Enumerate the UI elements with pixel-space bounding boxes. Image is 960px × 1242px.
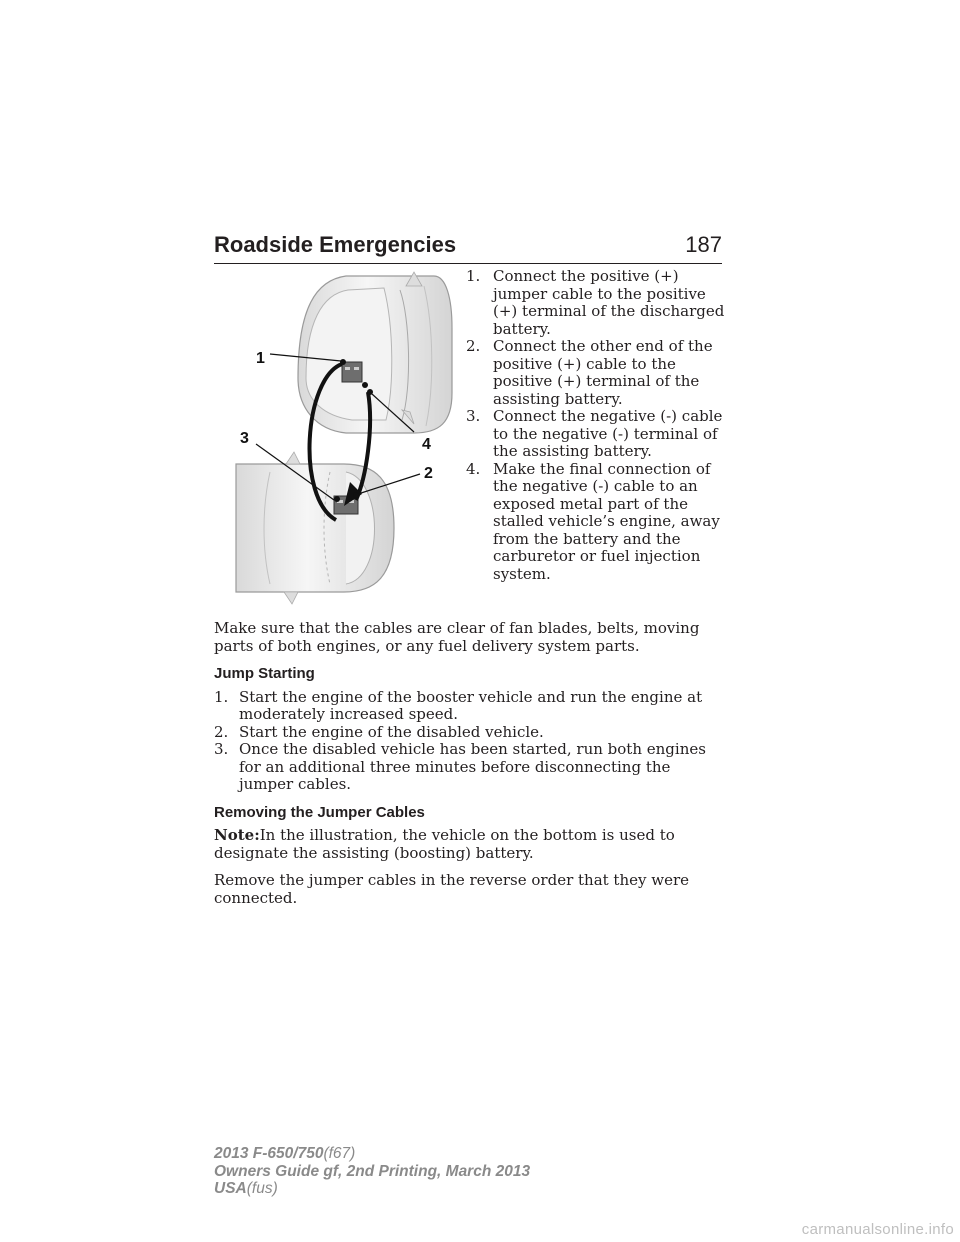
- list-item: [214, 689, 724, 724]
- note-label: Note:: [214, 826, 260, 844]
- jump-start-illustration: [234, 268, 458, 608]
- header-rule: [214, 263, 722, 264]
- step-text: Connect the negative (-) cable to the negative (-) terminal of the assisting battery.: [493, 407, 723, 460]
- step-number: 1.: [466, 267, 481, 285]
- callout-1: 1: [256, 350, 265, 367]
- connection-steps: [466, 268, 726, 583]
- main-content: [214, 620, 724, 917]
- item-text: Start the engine of the booster vehicle and run the engine at moderately increased speed.: [239, 687, 703, 723]
- disabled-vehicle: [298, 272, 452, 433]
- step-text: Connect the other end of the positive (+) cable to the positive (+) terminal of the assisting battery.: [493, 337, 713, 408]
- clear-cables-paragraph: Make sure that the cables are clear of fan blades, belts, moving parts of both engines, or any fuel delivery system parts.: [214, 619, 700, 655]
- note-text: In the illustration, the vehicle on the bottom is used to designate the assisting (boosting) battery.: [214, 826, 675, 862]
- footer-market: USA: [214, 1180, 247, 1197]
- item-text: Start the engine of the disabled vehicle.: [239, 722, 544, 741]
- step-number: 2.: [466, 337, 481, 355]
- list-item: [466, 408, 726, 461]
- footer-market-code: (fus): [246, 1180, 278, 1197]
- note-paragraph: [214, 827, 724, 862]
- list-item: [466, 268, 726, 338]
- callout-3: 3: [240, 430, 249, 447]
- watermark: carmanualsonline.info: [801, 1221, 954, 1238]
- page-header: [214, 232, 722, 262]
- step-number: 3.: [466, 407, 481, 425]
- item-text: Once the disabled vehicle has been started, run both engines for an additional three minutes before disconnecting the jumper cables.: [239, 740, 706, 793]
- section-title: Roadside Emergencies: [214, 232, 457, 257]
- callout-2: 2: [424, 465, 433, 482]
- footer-printing: Owners Guide gf, 2nd Printing, March 2013: [214, 1162, 531, 1180]
- jump-starting-heading: Jump Starting: [214, 665, 315, 682]
- item-number: 3.: [214, 740, 229, 758]
- item-number: 1.: [214, 687, 229, 706]
- assisting-vehicle: [236, 452, 394, 604]
- remove-order-paragraph: Remove the jumper cables in the reverse order that they were connected.: [214, 871, 690, 907]
- list-item: [466, 338, 726, 408]
- list-item: [214, 724, 724, 742]
- list-item: [466, 461, 726, 584]
- removing-cables-heading: Removing the Jumper Cables: [214, 803, 425, 821]
- step-text: Make the final connection of the negative (-) cable to an exposed metal part of the stalled vehicle’s engine, away from the battery and the carburetor or fuel injection system.: [493, 459, 720, 583]
- jump-starting-list: [214, 689, 724, 794]
- footer-model: 2013 F-650/750: [214, 1145, 324, 1162]
- list-item: [214, 741, 724, 794]
- two-vehicles-diagram: [234, 268, 458, 608]
- step-text: Connect the positive (+) jumper cable to the positive (+) terminal of the discharged battery.: [493, 267, 725, 338]
- step-number: 4.: [466, 459, 481, 478]
- callout-4: 4: [422, 436, 431, 453]
- item-number: 2.: [214, 722, 229, 741]
- footer-model-code: (f67): [323, 1145, 356, 1162]
- page-footer: [214, 1145, 530, 1198]
- page-number: 187: [685, 232, 722, 257]
- discharged-battery-icon: [342, 362, 362, 382]
